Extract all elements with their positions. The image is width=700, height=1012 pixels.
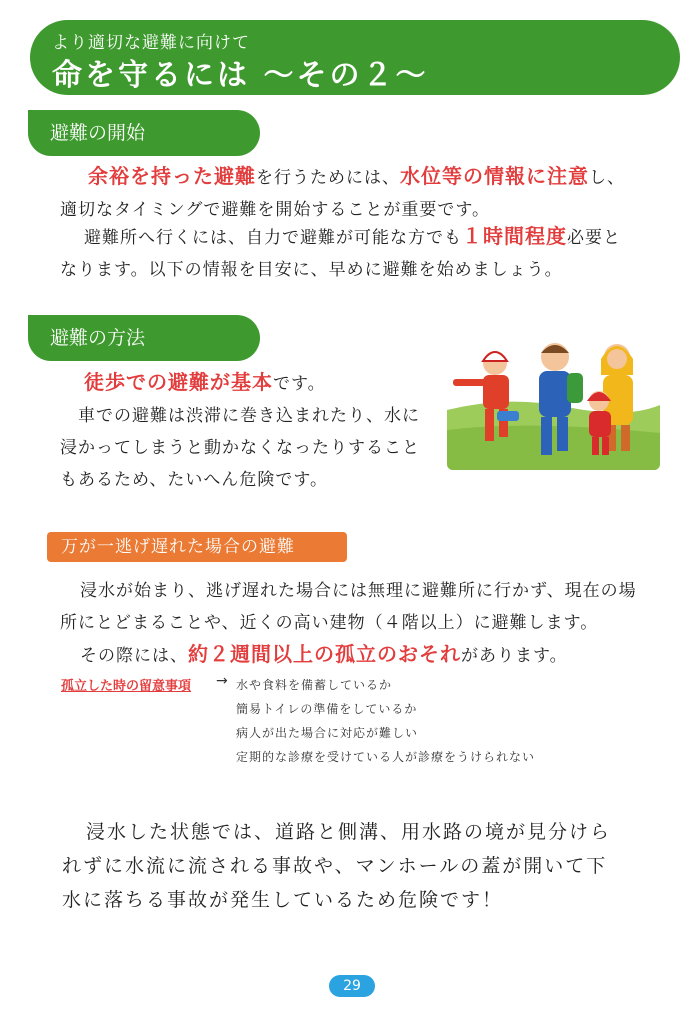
emphasis-text: 水位等の情報に注意 xyxy=(400,164,589,188)
page-number: 29 xyxy=(329,975,375,997)
section3-paragraph1: 浸水が始まり、逃げ遅れた場合には無理に避難所に行かず、現在の場 所にとどまることや、近くの高い建物（４階以上）に避難します。 xyxy=(60,581,637,633)
emphasis-text: １時間程度 xyxy=(462,224,567,248)
warning-paragraph: 浸水した状態では、道路と側溝、用水路の境が見分けら れずに水流に流される事故や、マンホールの蓋が開いて下 水に落ちる事故が発生しているため危険です！ xyxy=(62,821,612,911)
emphasis-text: 約２週間以上の孤立のおそれ xyxy=(188,642,461,666)
section1-paragraph2: 避難所へ行くには、自力で避難が可能な方でも１時間程度必要と なります。以下の情報を目安に、早めに避難を始めましょう。 xyxy=(60,224,621,280)
isolation-notes-label: 孤立した時の留意事項 xyxy=(61,679,192,694)
note-item: 水や食料を備蓄しているか xyxy=(236,678,393,692)
page-subtitle: より適切な避難に向けて xyxy=(52,33,250,53)
section3-paragraph2: その際には、約２週間以上の孤立のおそれがあります。 xyxy=(80,642,568,666)
section-heading-start: 避難の開始 xyxy=(28,110,260,156)
emphasis-text: 余裕を持った避難 xyxy=(88,164,256,188)
section-heading-method: 避難の方法 xyxy=(28,315,260,361)
evacuating-family-illustration xyxy=(447,335,660,470)
note-item: 病人が出た場合に対応が難しい xyxy=(236,726,419,740)
arrow-icon: → xyxy=(216,673,228,689)
section2-paragraph: 徒歩での避難が基本です。 車での避難は渋滞に巻き込まれたり、水に 浸かってしまうと動かなくなったりすること もあるため、たいへん危険です。 xyxy=(60,370,420,490)
page-title: 命を守るには ～その２～ xyxy=(52,58,429,93)
note-item: 簡易トイレの準備をしているか xyxy=(236,702,418,716)
section-heading-late-evacuation: 万が一逃げ遅れた場合の避難 xyxy=(47,532,347,562)
note-item: 定期的な診療を受けている人が診療をうけられない xyxy=(236,750,536,764)
section1-paragraph1: 余裕を持った避難を行うためには、水位等の情報に注意し、 適切なタイミングで避難を開始することが重要です。 xyxy=(60,164,625,220)
emphasis-text: 徒歩での避難が基本 xyxy=(84,370,273,394)
